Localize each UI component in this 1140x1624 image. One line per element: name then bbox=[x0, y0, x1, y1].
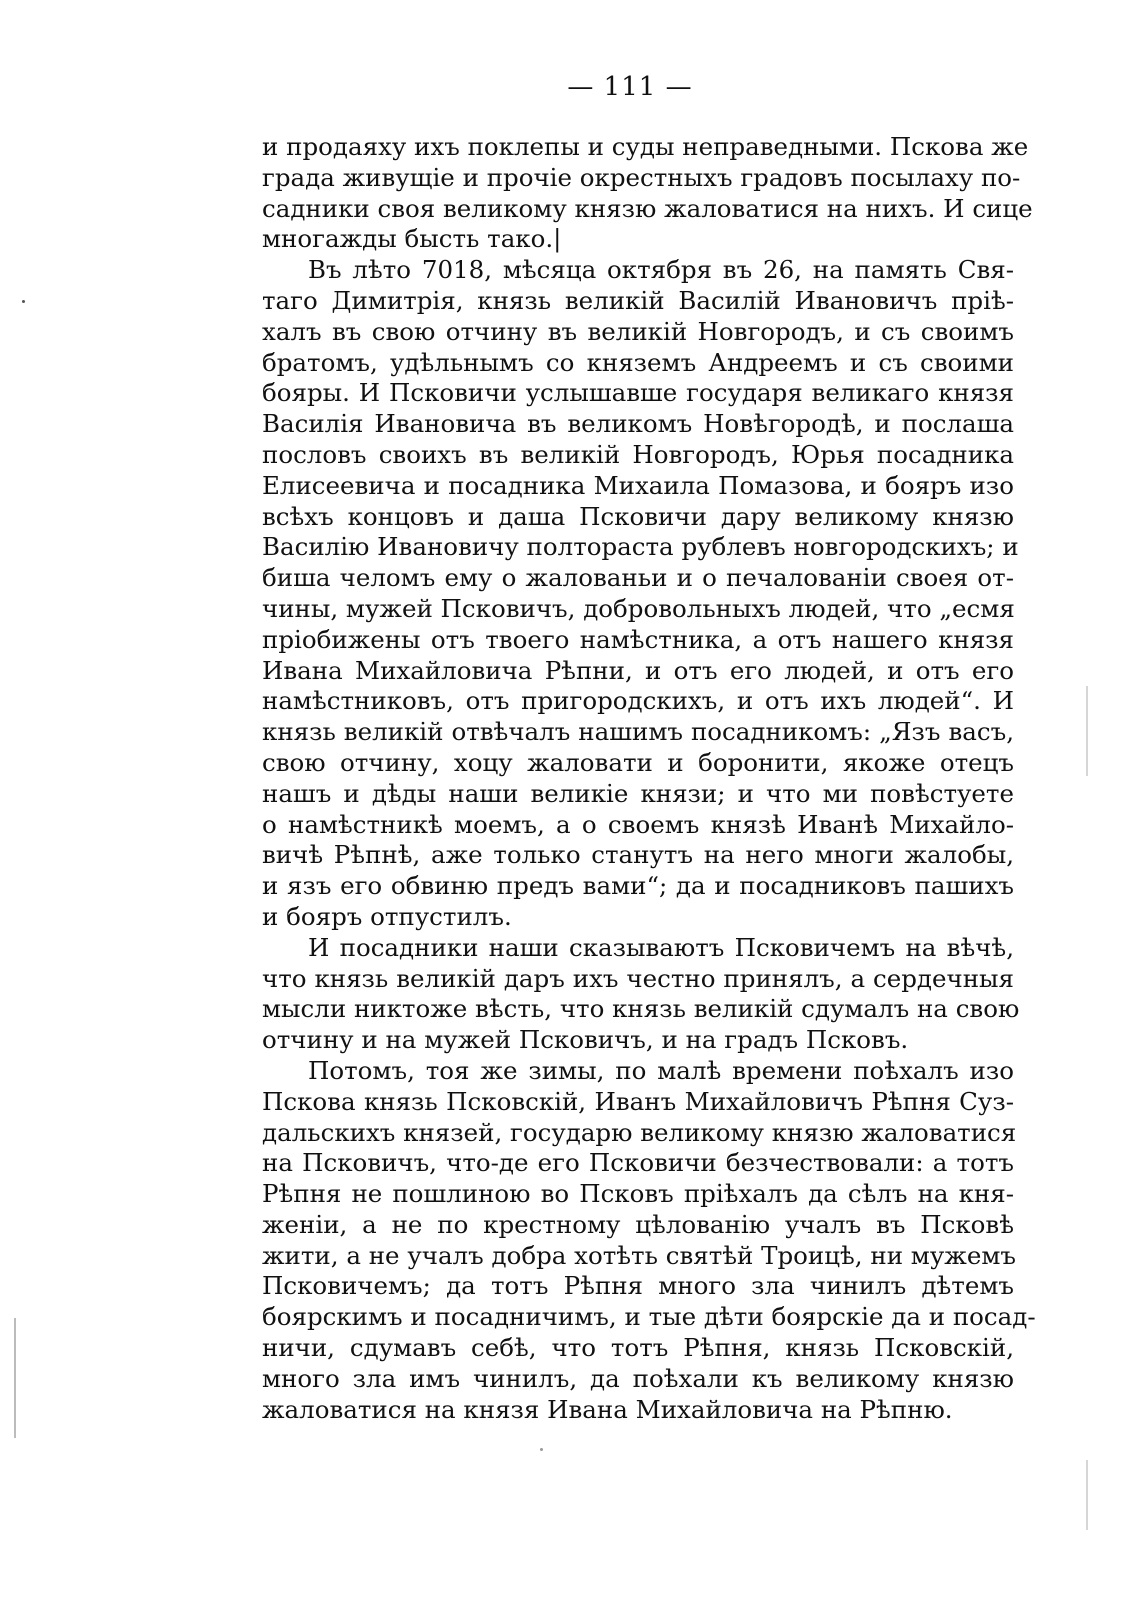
text-line: князь великій отвѣчалъ нашимъ посадникомъ: „Язъ васъ, bbox=[262, 717, 1014, 747]
text-line: бояры. И Псковичи услышавше государя великаго князя bbox=[262, 378, 1014, 408]
text-line: дальскихъ князей, государю великому князю жаловатися bbox=[262, 1117, 1017, 1147]
page-number: — 111 — bbox=[567, 72, 693, 102]
text-line: свою отчину, хоцу жаловати и боронити, якоже отецъ bbox=[262, 747, 1014, 777]
text-line: Ивана Михайловича Рѣпни, и отъ его людей, и отъ его bbox=[262, 655, 1014, 685]
text-line: садники своя великому князю жаловатися на нихъ. И сице bbox=[262, 193, 1033, 223]
text-line: Псковичемъ; да тотъ Рѣпня много зла чинилъ дѣтемъ bbox=[262, 1271, 1014, 1301]
text-line: и бояръ отпустилъ. bbox=[262, 901, 512, 931]
text-line: биша челомъ ему о жалованьи и о печалованіи своея от- bbox=[262, 563, 1014, 593]
paragraph bbox=[262, 1055, 1036, 1426]
text-line: ничи, сдумавъ себѣ, что тотъ Рѣпня, князь Псковскій, bbox=[262, 1333, 1014, 1363]
paragraph bbox=[262, 932, 1020, 1056]
scan-speck bbox=[540, 1448, 543, 1451]
body-text bbox=[262, 132, 1036, 1425]
text-line: нашъ и дѣды наши великіе князи; и что ми повѣстуете bbox=[262, 778, 1014, 808]
text-line: И посадники наши сказываютъ Псковичемъ на вѣчѣ, bbox=[308, 932, 1014, 962]
text-line: пріобижены отъ твоего намѣстника, а отъ нашего князя bbox=[262, 624, 1014, 654]
text-line: о намѣстникѣ моемъ, а о своемъ князѣ Иванѣ Михайло- bbox=[262, 809, 1014, 839]
text-line: Елисеевича и посадника Михаила Помазова, и бояръ изо bbox=[262, 470, 1014, 500]
text-line: Василія Ивановича въ великомъ Новѣгородѣ, и послаша bbox=[262, 409, 1014, 439]
text-line: много зла имъ чинилъ, да поѣхали къ великому князю bbox=[262, 1363, 1014, 1393]
scan-edge-mark bbox=[1086, 1460, 1088, 1530]
text-line: Въ лѣто 7018, мѣсяца октября въ 26, на память Свя- bbox=[308, 255, 1014, 285]
scan-edge-mark bbox=[1086, 686, 1088, 776]
text-line: таго Димитрія, князь великій Василій Ивановичъ пріѣ- bbox=[262, 285, 1014, 315]
paragraph bbox=[262, 255, 1019, 933]
text-line: Рѣпня не пошлиною во Псковъ пріѣхалъ да сѣлъ на кня- bbox=[262, 1179, 1014, 1209]
paragraph bbox=[262, 132, 1033, 255]
text-line: намѣстниковъ, отъ пригородскихъ, и отъ ихъ людей“. И bbox=[262, 686, 1014, 716]
text-line: чины, мужей Псковичъ, добровольныхъ людей, что „есмя bbox=[262, 593, 1015, 623]
text-line: жити, а не учалъ добра хотѣть святѣй Троицѣ, ни мужемъ bbox=[262, 1240, 1016, 1270]
text-line: женіи, а не по крестному цѣлованію учалъ въ Псковѣ bbox=[262, 1209, 1014, 1239]
text-line: вичѣ Рѣпнѣ, аже только станутъ на него многи жалобы, bbox=[262, 840, 1014, 870]
text-line: Пскова князь Псковскій, Иванъ Михайловичъ Рѣпня Суз- bbox=[262, 1086, 1014, 1116]
text-line: и продаяху ихъ поклепы и суды неправедными. Пскова же bbox=[262, 132, 1029, 161]
text-line: и язъ его обвиню предъ вами“; да и посадниковъ пашихъ bbox=[262, 871, 1014, 901]
text-line: отчину и на мужей Псковичъ, и на градъ Псковъ. bbox=[262, 1025, 909, 1055]
scan-edge-mark bbox=[14, 1318, 16, 1438]
text-line: града живущіе и прочіе окрестныхъ градовъ посылаху по- bbox=[262, 162, 1021, 192]
text-line: многажды бысть тако.| bbox=[262, 224, 562, 254]
text-line: на Псковичъ, что-де его Псковичи безчествовали: а тотъ bbox=[262, 1148, 1014, 1178]
scan-speck bbox=[22, 300, 25, 303]
text-line: всѣхъ концовъ и даша Псковичи дару великому князю bbox=[262, 501, 1014, 531]
text-line: Василію Ивановичу полтораста рублевъ новгородскихъ; и bbox=[262, 532, 1019, 562]
text-line: халъ въ свою отчину въ великій Новгородъ, и съ своимъ bbox=[262, 316, 1014, 346]
text-line: братомъ, удѣльнымъ со княземъ Андреемъ и съ своими bbox=[262, 347, 1014, 377]
text-line: боярскимъ и посадничимъ, и тые дѣти боярскіе да и посад- bbox=[262, 1302, 1036, 1332]
text-line: жаловатися на князя Ивана Михайловича на Рѣпню. bbox=[262, 1394, 953, 1424]
text-line: Потомъ, тоя же зимы, по малѣ времени поѣхалъ изо bbox=[308, 1055, 1014, 1085]
text-line: мысли никтоже вѣсть, что князь великій сдумалъ на свою bbox=[262, 994, 1020, 1024]
text-line: пословъ своихъ въ великій Новгородъ, Юрья посадника bbox=[262, 439, 1014, 469]
text-line: что князь великій даръ ихъ честно принялъ, а сердечныя bbox=[262, 963, 1014, 993]
